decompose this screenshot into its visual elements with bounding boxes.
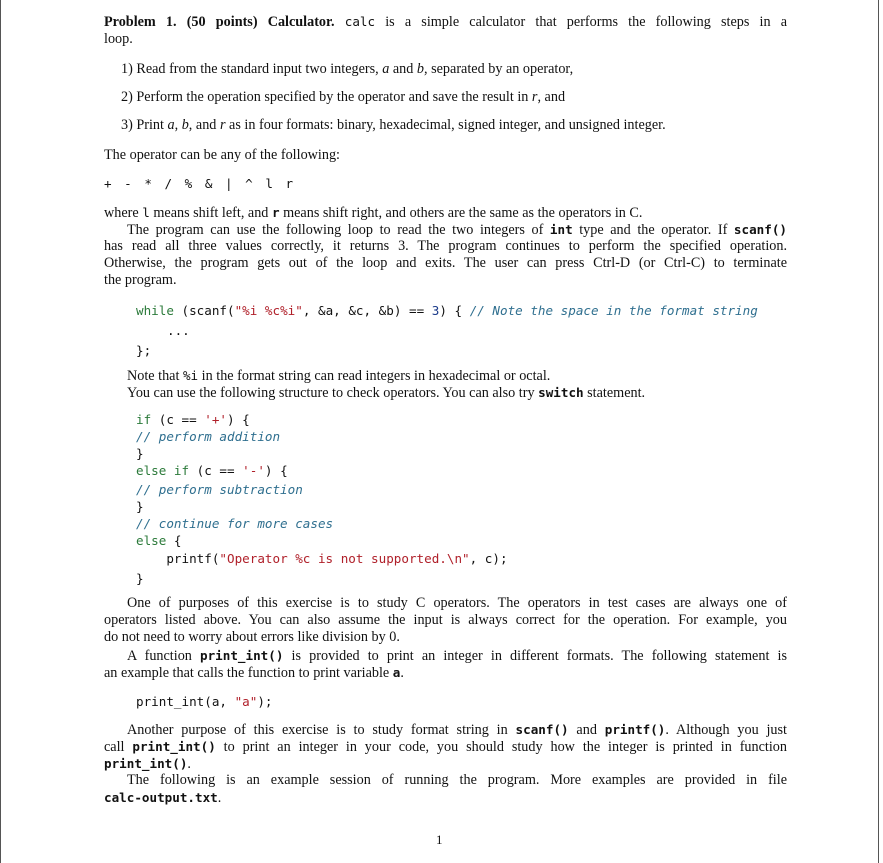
- if-code-line5: // perform subtraction: [136, 482, 303, 497]
- problem-heading-cont: loop.: [104, 31, 133, 47]
- step-3: 3) Print a, b, and r as in four formats: binary, hexadecimal, signed integer, and unsigned integer.: [121, 117, 666, 133]
- program-name: calc: [344, 14, 376, 29]
- step-2: 2) Perform the operation specified by the operator and save the result in r, and: [121, 89, 566, 105]
- para4-line2: call print_int() to print an integer in your code, you should study how the integer is printed in function: [104, 739, 787, 755]
- if-code-line1: if (c == '+') {: [136, 412, 250, 427]
- problem-title: Problem 1. (50 points) Calculator.: [104, 14, 335, 30]
- problem-heading: Problem 1. (50 points) Calculator. calc is a simple calculator that performs the following steps in a: [104, 14, 788, 30]
- para1-line4: Otherwise, the program gets out of the loop and exits. The user can press Ctrl-D (or Ctrl-C) to terminate: [104, 255, 787, 271]
- para3-line1: One of purposes of this exercise is to study C operators. The operators in test cases are always one of: [127, 595, 787, 611]
- if-code-line4: else if (c == '-') {: [136, 463, 288, 478]
- loop-body-ellipsis: ...: [167, 323, 190, 338]
- para3-line4: A function print_int() is provided to print an integer in different formats. The following statement is: [127, 648, 787, 664]
- para1-line2: The program can use the following loop to read the two integers of int type and the operator. If scanf(): [127, 222, 787, 238]
- para1-line5: the program.: [104, 272, 177, 288]
- print-int-code: print_int(a, "a");: [136, 694, 273, 709]
- para4-line5: calc-output.txt.: [104, 790, 222, 806]
- if-code-line7: // continue for more cases: [136, 516, 334, 531]
- para3-line3: do not need to worry about errors like division by 0.: [104, 629, 400, 645]
- step-1: 1) Read from the standard input two integers, a and b, separated by an operator,: [121, 61, 574, 77]
- if-code-line10: }: [136, 571, 144, 586]
- para1-line3: has read all three values correctly, it returns 3. The program continues to perform the specified operation.: [104, 238, 787, 254]
- para4-line3: print_int().: [104, 756, 191, 772]
- para3-line5: an example that calls the function to print variable a.: [104, 665, 404, 681]
- right-border: [878, 0, 879, 863]
- left-border: [0, 0, 1, 863]
- para3-line2: operators listed above. You can also assume the input is always correct for the operation. For example, you: [104, 612, 787, 628]
- para4-line1: Another purpose of this exercise is to study format string in scanf() and printf(). Although you just: [127, 722, 787, 738]
- para4-line4: The following is an example session of running the program. More examples are provided in file: [127, 772, 787, 788]
- page-number: 1: [436, 832, 443, 847]
- loop-close: };: [136, 343, 152, 358]
- operators-intro: The operator can be any of the following:: [104, 147, 340, 163]
- if-code-line2: // perform addition: [136, 429, 281, 444]
- para2-line2: You can use the following structure to check operators. You can also try switch statement.: [127, 385, 646, 401]
- if-code-line9: printf("Operator %c is not supported.\n", c);: [136, 551, 508, 566]
- para2-line1: Note that %i in the format string can read integers in hexadecimal or octal.: [127, 368, 551, 384]
- while-loop-code: while (scanf("%i %c%i", &a, &c, &b) == 3) { // Note the space in the format string: [136, 303, 758, 318]
- para1-line1: where l means shift left, and r means shift right, and others are the same as the operators in C.: [104, 205, 643, 221]
- operators-list: + - * / % & | ^ l r: [104, 176, 296, 191]
- if-code-line3: }: [136, 446, 144, 461]
- if-code-line6: }: [136, 499, 144, 514]
- if-code-line8: else {: [136, 533, 182, 548]
